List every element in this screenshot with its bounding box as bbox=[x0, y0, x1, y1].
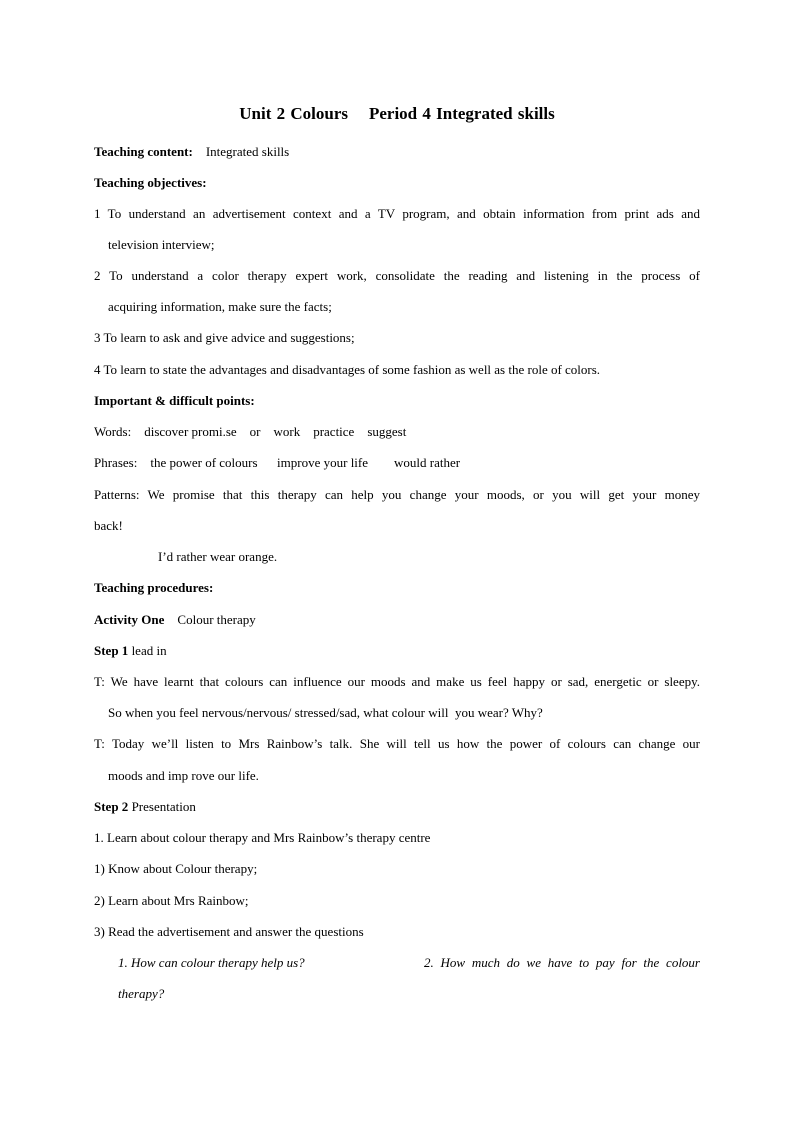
patterns-line2: back! bbox=[94, 518, 123, 533]
teacher-line-2b: moods and imp rove our life. bbox=[108, 768, 259, 783]
teacher-line-1b: So when you feel nervous/nervous/ stressed/sad, what colour will you wear? Why? bbox=[108, 705, 543, 720]
objective-2-line1: 2 To understand a color therapy expert work, consolidate the reading and listening in the process of bbox=[94, 268, 700, 283]
teacher-line-1a: T: We have learnt that colours can influence our moods and make us feel happy or sad, energetic or sleepy. bbox=[94, 674, 700, 689]
objective-1-line1: 1 To understand an advertisement context and a TV program, and obtain information from print ads and bbox=[94, 206, 700, 221]
objective-2-line2: acquiring information, make sure the facts; bbox=[108, 299, 332, 314]
teacher-line-2a: T: Today we’ll listen to Mrs Rainbow’s talk. She will tell us how the power of colours can change our bbox=[94, 736, 700, 751]
teaching-content-value: Integrated skills bbox=[192, 144, 290, 159]
page-title: Unit 2 Colours Period 4 Integrated skills bbox=[239, 104, 555, 123]
teaching-content-label: Teaching content: bbox=[94, 144, 193, 159]
question-2-continued: therapy? bbox=[118, 986, 165, 1001]
activity-one bbox=[94, 611, 700, 629]
presentation-item-4: 3) Read the advertisement and answer the questions bbox=[94, 924, 364, 939]
patterns-line1: Patterns: We promise that this therapy can help you change your moods, or you will get your money bbox=[94, 487, 700, 502]
question-1: 1. How can colour therapy help us? bbox=[118, 955, 305, 970]
step-1-value: lead in bbox=[128, 643, 167, 658]
presentation-item-2: 1) Know about Colour therapy; bbox=[94, 861, 258, 876]
step-2-value: Presentation bbox=[128, 799, 196, 814]
teaching-content bbox=[94, 143, 700, 161]
step-1-label: Step 1 bbox=[94, 643, 129, 658]
objectives-heading: Teaching objectives: bbox=[94, 175, 207, 190]
procedures-heading: Teaching procedures: bbox=[94, 580, 214, 595]
step-1 bbox=[94, 642, 700, 660]
activity-one-label: Activity One bbox=[94, 612, 165, 627]
objective-1-line2: television interview; bbox=[108, 237, 215, 252]
question-2: 2. How much do we have to pay for the colour bbox=[424, 955, 700, 970]
words-line: Words: discover promi.se or work practice suggest bbox=[94, 424, 407, 439]
presentation-item-1: 1. Learn about colour therapy and Mrs Rainbow’s therapy centre bbox=[94, 830, 431, 845]
step-2 bbox=[94, 798, 700, 816]
objective-3: 3 To learn to ask and give advice and suggestions; bbox=[94, 330, 355, 345]
activity-one-value: Colour therapy bbox=[164, 612, 256, 627]
phrases-line: Phrases: the power of colours improve your life would rather bbox=[94, 455, 461, 470]
patterns-line3: I’d rather wear orange. bbox=[158, 549, 278, 564]
step-2-label: Step 2 bbox=[94, 799, 129, 814]
objective-4: 4 To learn to state the advantages and disadvantages of some fashion as well as the role of colors. bbox=[94, 362, 601, 377]
presentation-item-3: 2) Learn about Mrs Rainbow; bbox=[94, 893, 249, 908]
points-heading: Important & difficult points: bbox=[94, 393, 255, 408]
